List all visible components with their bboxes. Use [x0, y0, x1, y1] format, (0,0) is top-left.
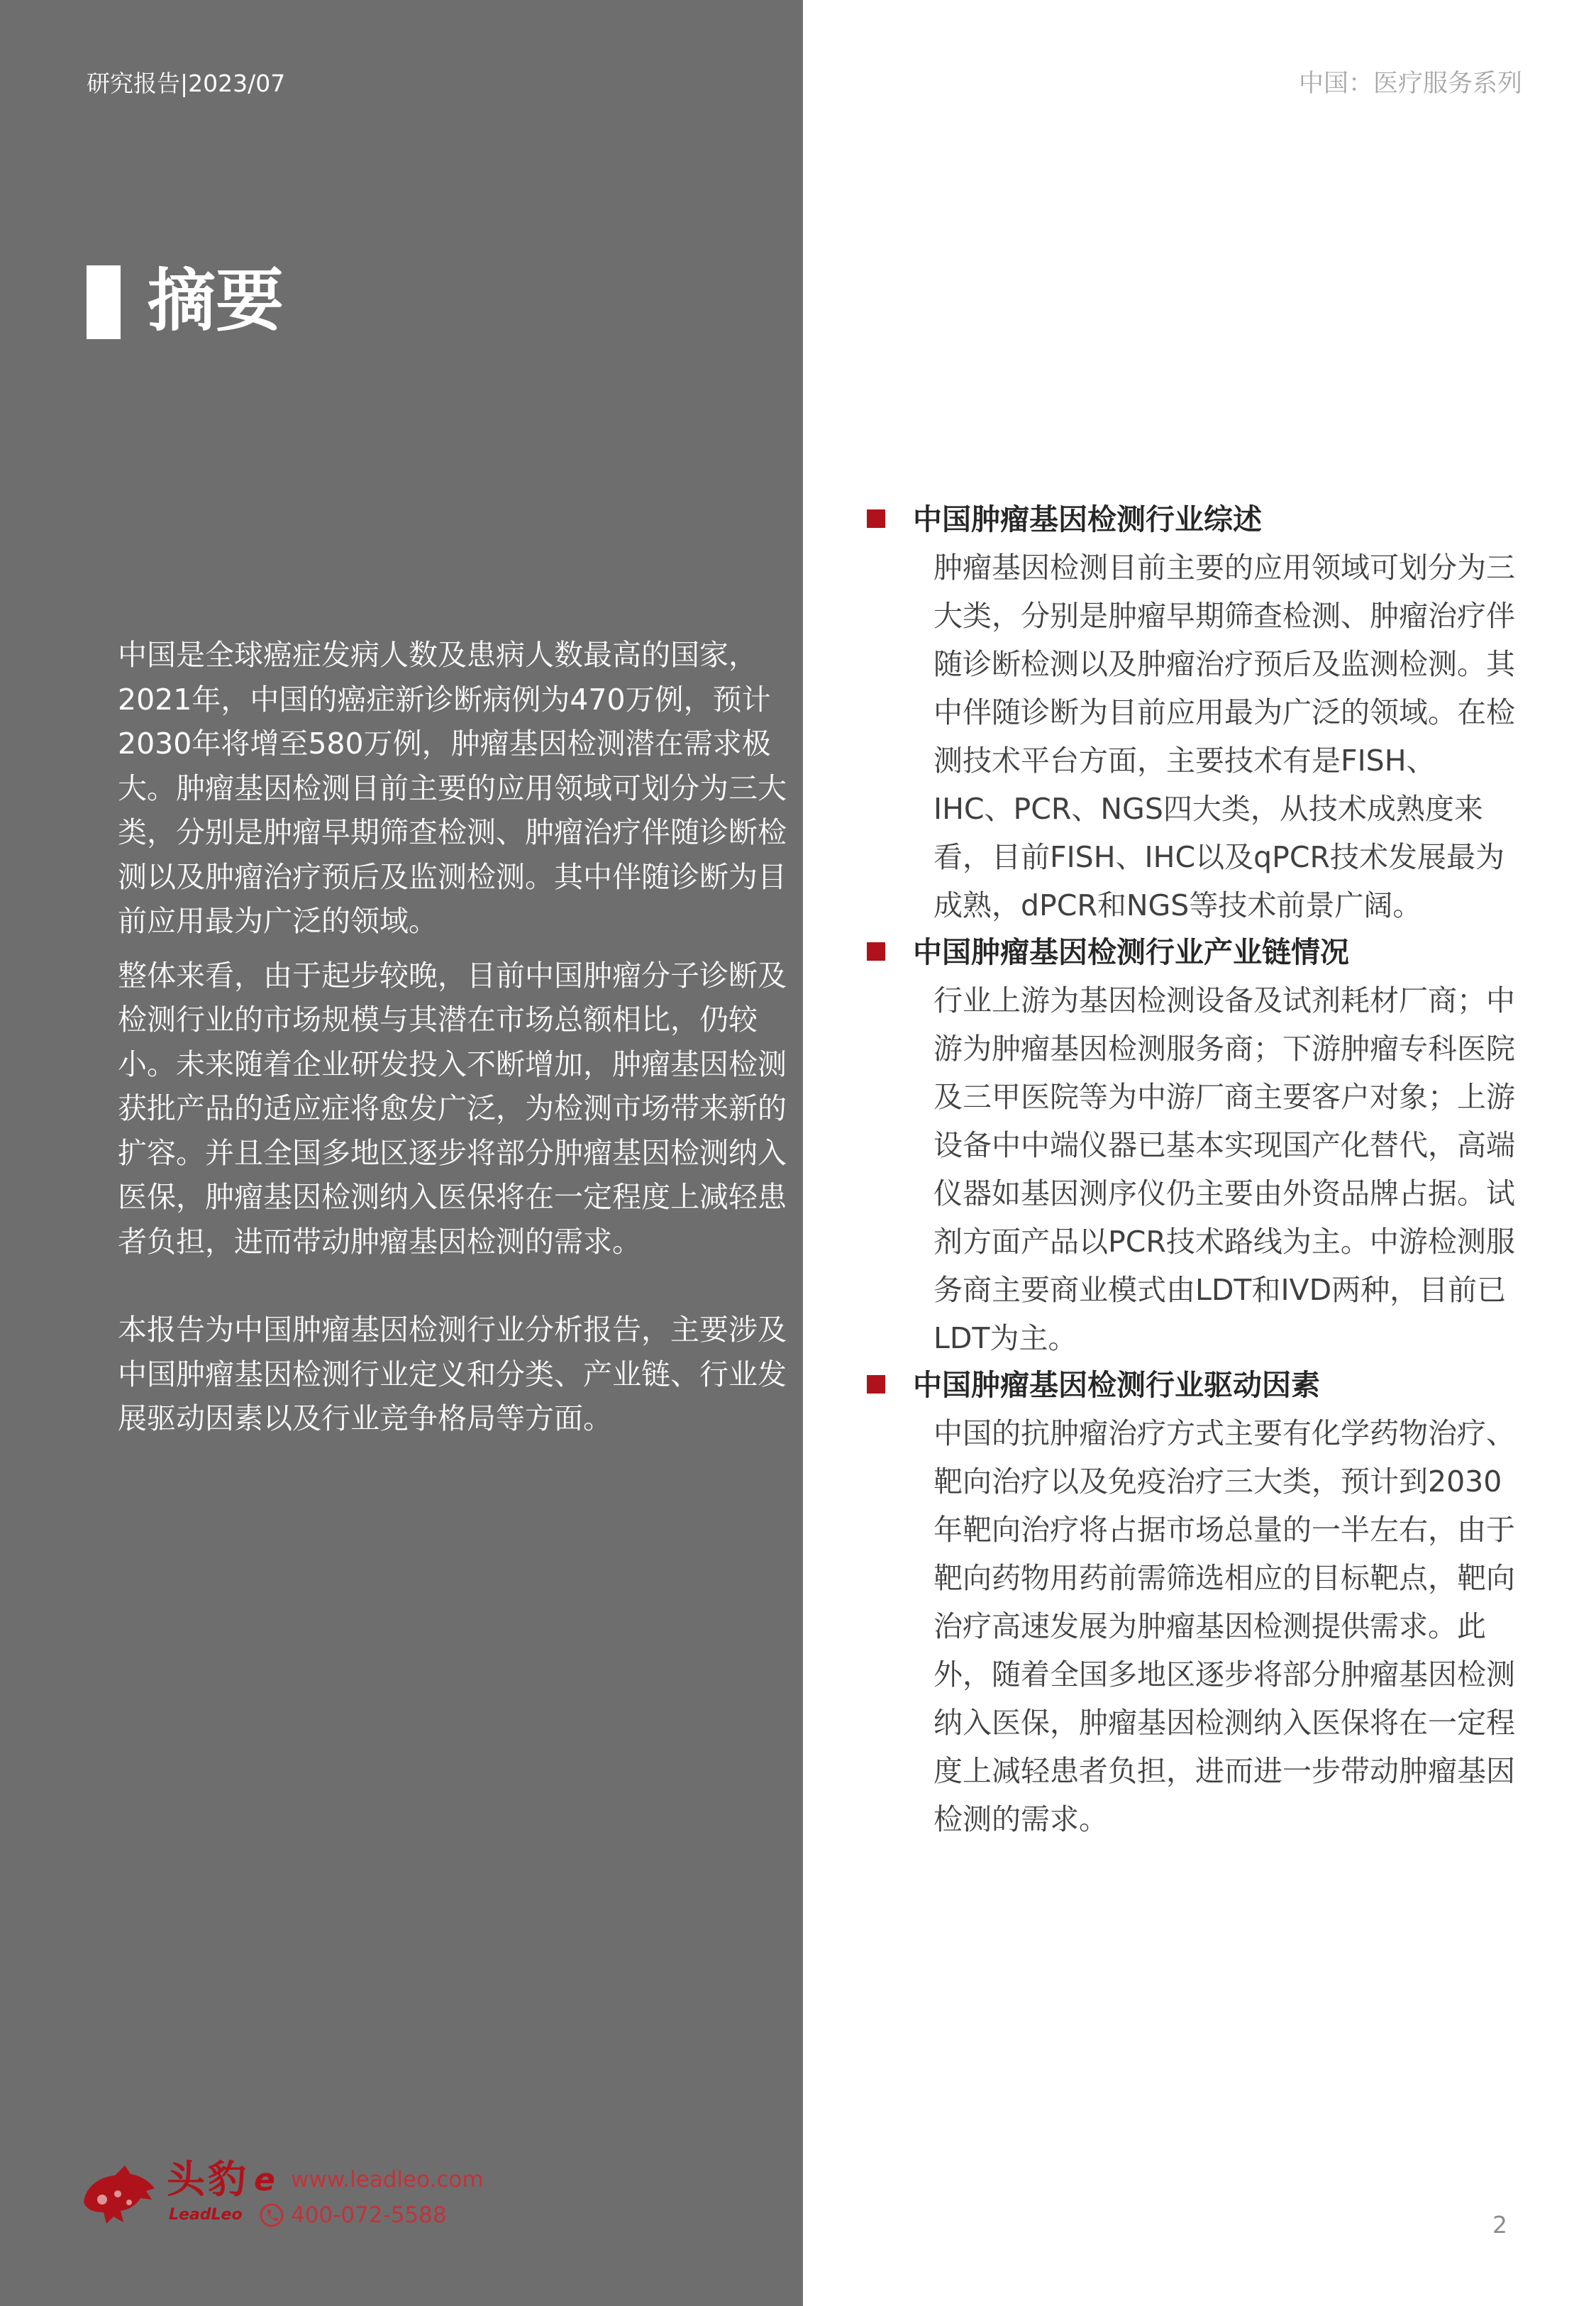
section-body: 行业上游为基因检测设备及试剂耗材厂商；中游为肿瘤基因检测服务商；下游肿瘤专科医院及三甲医院等为中游厂商主要客户对象；上游设备中中端仪器已基本实现国产化替代，高端仪器如基因测序仪仍主要由外资品牌占据。试剂方面产品以PCR技术路线为主。中游检测服务商主要商业模式由LDT和IVD两种，目前已LDT为主。: [933, 983, 1515, 1355]
summary-paragraph: 中国是全球癌症发病人数及患病人数最高的国家，2021年，中国的癌症新诊断病例为470万例，预计2030年将增至580万例，肿瘤基因检测潜在需求极大。肿瘤基因检测目前主要的应用领域可划分为三大类，分别是肿瘤早期筛查检测、肿瘤治疗伴随诊断检测以及肿瘤治疗预后及监测检测。其中伴随诊断为目前应用最为广泛的领域。: [118, 638, 787, 938]
logo-en-text: LeadLeo: [169, 2206, 243, 2224]
section-industry-chain: [867, 929, 1526, 1362]
section-body: 中国的抗肿瘤治疗方式主要有化学药物治疗、靶向治疗以及免疫治疗三大类，预计到2030年靶向治疗将占据市场总量的一半左右，由于靶向药物用药前需筛选相应的目标靶点，靶向治疗高速发展为肿瘤基因检测提供需求。此外，随着全国多地区逐步将部分肿瘤基因检测纳入医保，肿瘤基因检测纳入医保将在一定程度上减轻患者负担，进而进一步带动肿瘤基因检测的需求。: [933, 1416, 1515, 1836]
summary-text: [118, 633, 799, 1441]
section-drivers: [867, 1362, 1526, 1843]
phone-number: 400-072-5588: [291, 2202, 447, 2228]
phone-icon: [259, 2202, 284, 2228]
section-body: 肿瘤基因检测目前主要的应用领域可划分为三大类，分别是肿瘤早期筛查检测、肿瘤治疗伴随诊断检测以及肿瘤治疗预后及监测检测。其中伴随诊断为目前应用最为广泛的领域。在检测技术平台方面，主要技术有是FISH、IHC、PCR、NGS四大类，从技术成熟度来看，目前FISH、IHC以及qPCR技术发展最为成熟，dPCR和NGS等技术前景广阔。: [933, 551, 1515, 922]
key-points: [867, 497, 1526, 1843]
page-number: 2: [1492, 2211, 1507, 2239]
logo-cn-text: 头豹: [167, 2157, 249, 2202]
section-overview: [867, 497, 1526, 929]
page-title: 摘要: [148, 261, 284, 341]
leopard-logo-icon: [78, 2160, 160, 2227]
summary-paragraph: 本报告为中国肿瘤基因检测行业分析报告，主要涉及中国肿瘤基因检测行业定义和分类、产业链、行业发展驱动因素以及行业竞争格局等方面。: [118, 1313, 787, 1435]
section-title: 中国肿瘤基因检测行业驱动因素: [913, 1368, 1320, 1402]
report-date-header: 研究报告|2023/07: [87, 70, 286, 97]
square-bullet-icon: [867, 1375, 885, 1394]
title-accent-bar: [87, 265, 121, 339]
section-title: 中国肿瘤基因检测行业综述: [913, 502, 1262, 536]
square-bullet-icon: [867, 509, 885, 528]
leadleo-logo: [78, 2157, 484, 2235]
section-title: 中国肿瘤基因检测行业产业链情况: [913, 935, 1349, 969]
square-bullet-icon: [867, 942, 885, 961]
series-header: 中国：医疗服务系列: [1298, 70, 1522, 98]
web-e-icon: e: [254, 2162, 275, 2198]
website-link[interactable]: www.leadleo.com: [291, 2167, 484, 2192]
summary-paragraph: 整体来看，由于起步较晚，目前中国肿瘤分子诊断及检测行业的市场规模与其潜在市场总额相比，仍较小。未来随着企业研发投入不断增加，肿瘤基因检测获批产品的适应症将愈发广泛，为检测市场带来新的扩容。并且全国多地区逐步将部分肿瘤基因检测纳入医保，肿瘤基因检测纳入医保将在一定程度上减轻患者负担，进而带动肿瘤基因检测的需求。: [118, 958, 787, 1259]
